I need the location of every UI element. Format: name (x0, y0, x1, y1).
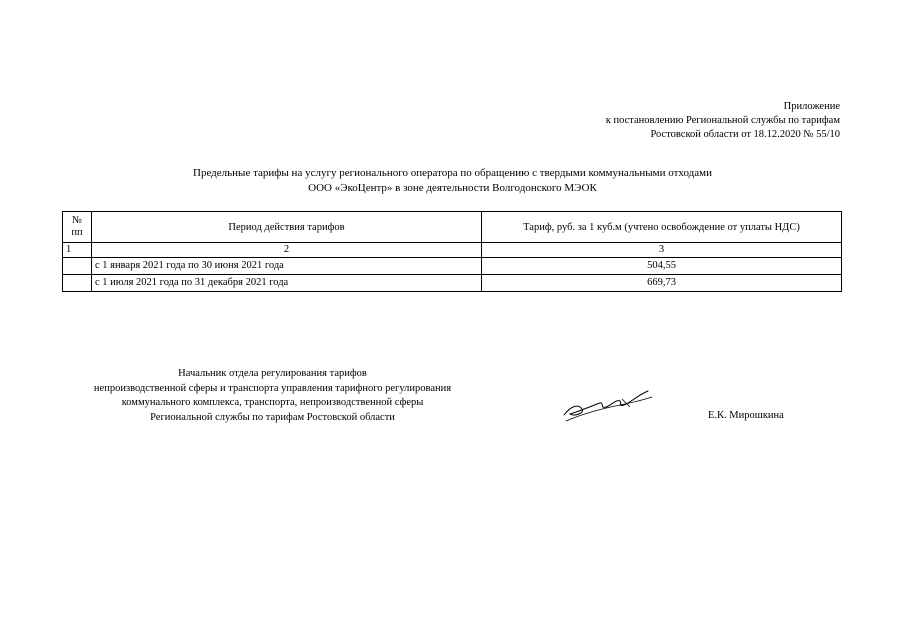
position-line-2: непроизводственной сферы и транспорта управления тарифного регулирования (93, 382, 452, 394)
row-period: с 1 января 2021 года по 30 июня 2021 года (92, 258, 482, 275)
title-line-2: ООО «ЭкоЦентр» в зоне деятельности Волгодонского МЭОК (308, 182, 597, 194)
header-tariff: Тариф, руб. за 1 куб.м (учтено освобождение от уплаты НДС) (482, 212, 842, 243)
table-row (63, 258, 842, 275)
handwritten-signature (560, 385, 655, 425)
position-line-1: Начальник отдела регулирования тарифов (178, 368, 367, 379)
header-number (63, 212, 92, 243)
tariffs-table (62, 211, 842, 292)
column-number-3: 3 (482, 243, 842, 258)
column-number-2: 2 (92, 243, 482, 258)
header-period: Период действия тарифов (92, 212, 482, 243)
appendix-header (606, 100, 840, 142)
title-line-1: Предельные тарифы на услугу регионального оператора по обращению с твердыми коммунальными отходами (193, 167, 712, 179)
row-number (63, 275, 92, 292)
document-title (0, 166, 905, 196)
appendix-line-1: Приложение (783, 101, 840, 112)
table-row (63, 275, 842, 292)
appendix-line-3: Ростовской области от 18.12.2020 № 55/10 (650, 129, 840, 140)
row-number (63, 258, 92, 275)
header-number-line-2: пп (71, 227, 83, 238)
row-tariff: 504,55 (482, 258, 842, 275)
position-line-3: коммунального комплекса, транспорта, непроизводственной сферы (121, 397, 424, 408)
header-number-line-1: № (71, 215, 83, 226)
column-number-row (63, 243, 842, 258)
column-number-1: 1 (63, 243, 92, 258)
appendix-line-2: к постановлению Региональной службы по тарифам (605, 115, 840, 126)
row-period: с 1 июля 2021 года по 31 декабря 2021 года (92, 275, 482, 292)
signer-name: Е.К. Мирошкина (708, 410, 784, 421)
table-header-row (63, 212, 842, 243)
signatory-position (60, 367, 485, 425)
position-line-4: Региональной службы по тарифам Ростовской области (150, 411, 395, 423)
row-tariff: 669,73 (482, 275, 842, 292)
